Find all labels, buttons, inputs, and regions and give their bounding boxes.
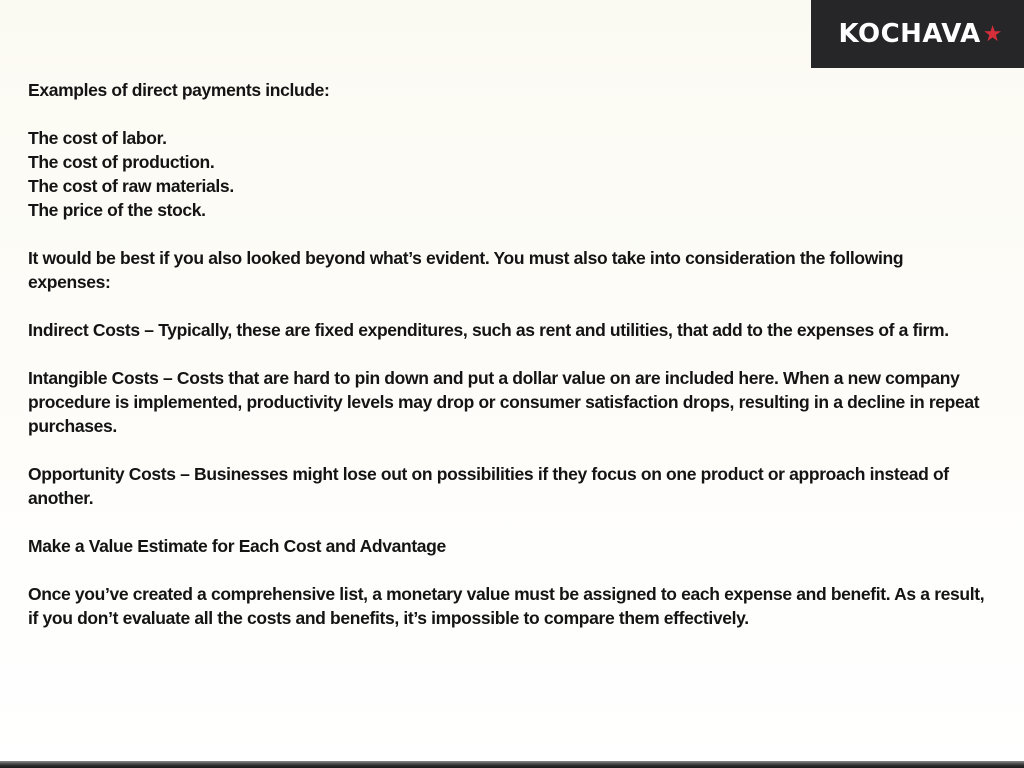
intro-text: Examples of direct payments include: xyxy=(28,80,330,100)
brand-logo xyxy=(811,0,1024,68)
document-body xyxy=(28,78,988,654)
conclusion-paragraph: Once you’ve created a comprehensive list, a monetary value must be assigned to each expense and benefit. As a result, if you don’t evaluate all the costs and benefits, it’s impossible to compare them effectively. xyxy=(28,584,985,628)
list-item: The cost of labor. xyxy=(28,128,167,148)
logo-wordmark: KOCHAVA xyxy=(838,19,981,49)
bottom-divider xyxy=(0,761,1024,768)
star-icon: ★ xyxy=(982,21,1003,46)
section-heading: Make a Value Estimate for Each Cost and Advantage xyxy=(28,536,446,556)
list-item: The cost of raw materials. xyxy=(28,176,234,196)
indirect-costs-paragraph: Indirect Costs – Typically, these are fixed expenditures, such as rent and utilities, that add to the expenses of a firm. xyxy=(28,320,949,340)
intangible-costs-paragraph: Intangible Costs – Costs that are hard to pin down and put a dollar value on are included here. When a new company procedure is implemented, productivity levels may drop or consumer satisfaction drops, resulting in a decline in repeat purchases. xyxy=(28,368,980,436)
list-item: The cost of production. xyxy=(28,152,215,172)
direct-payments-list xyxy=(28,126,988,222)
beyond-paragraph: It would be best if you also looked beyond what’s evident. You must also take into consideration the following expenses: xyxy=(28,248,904,292)
opportunity-costs-paragraph: Opportunity Costs – Businesses might lose out on possibilities if they focus on one product or approach instead of another. xyxy=(28,464,949,508)
list-item: The price of the stock. xyxy=(28,200,206,220)
